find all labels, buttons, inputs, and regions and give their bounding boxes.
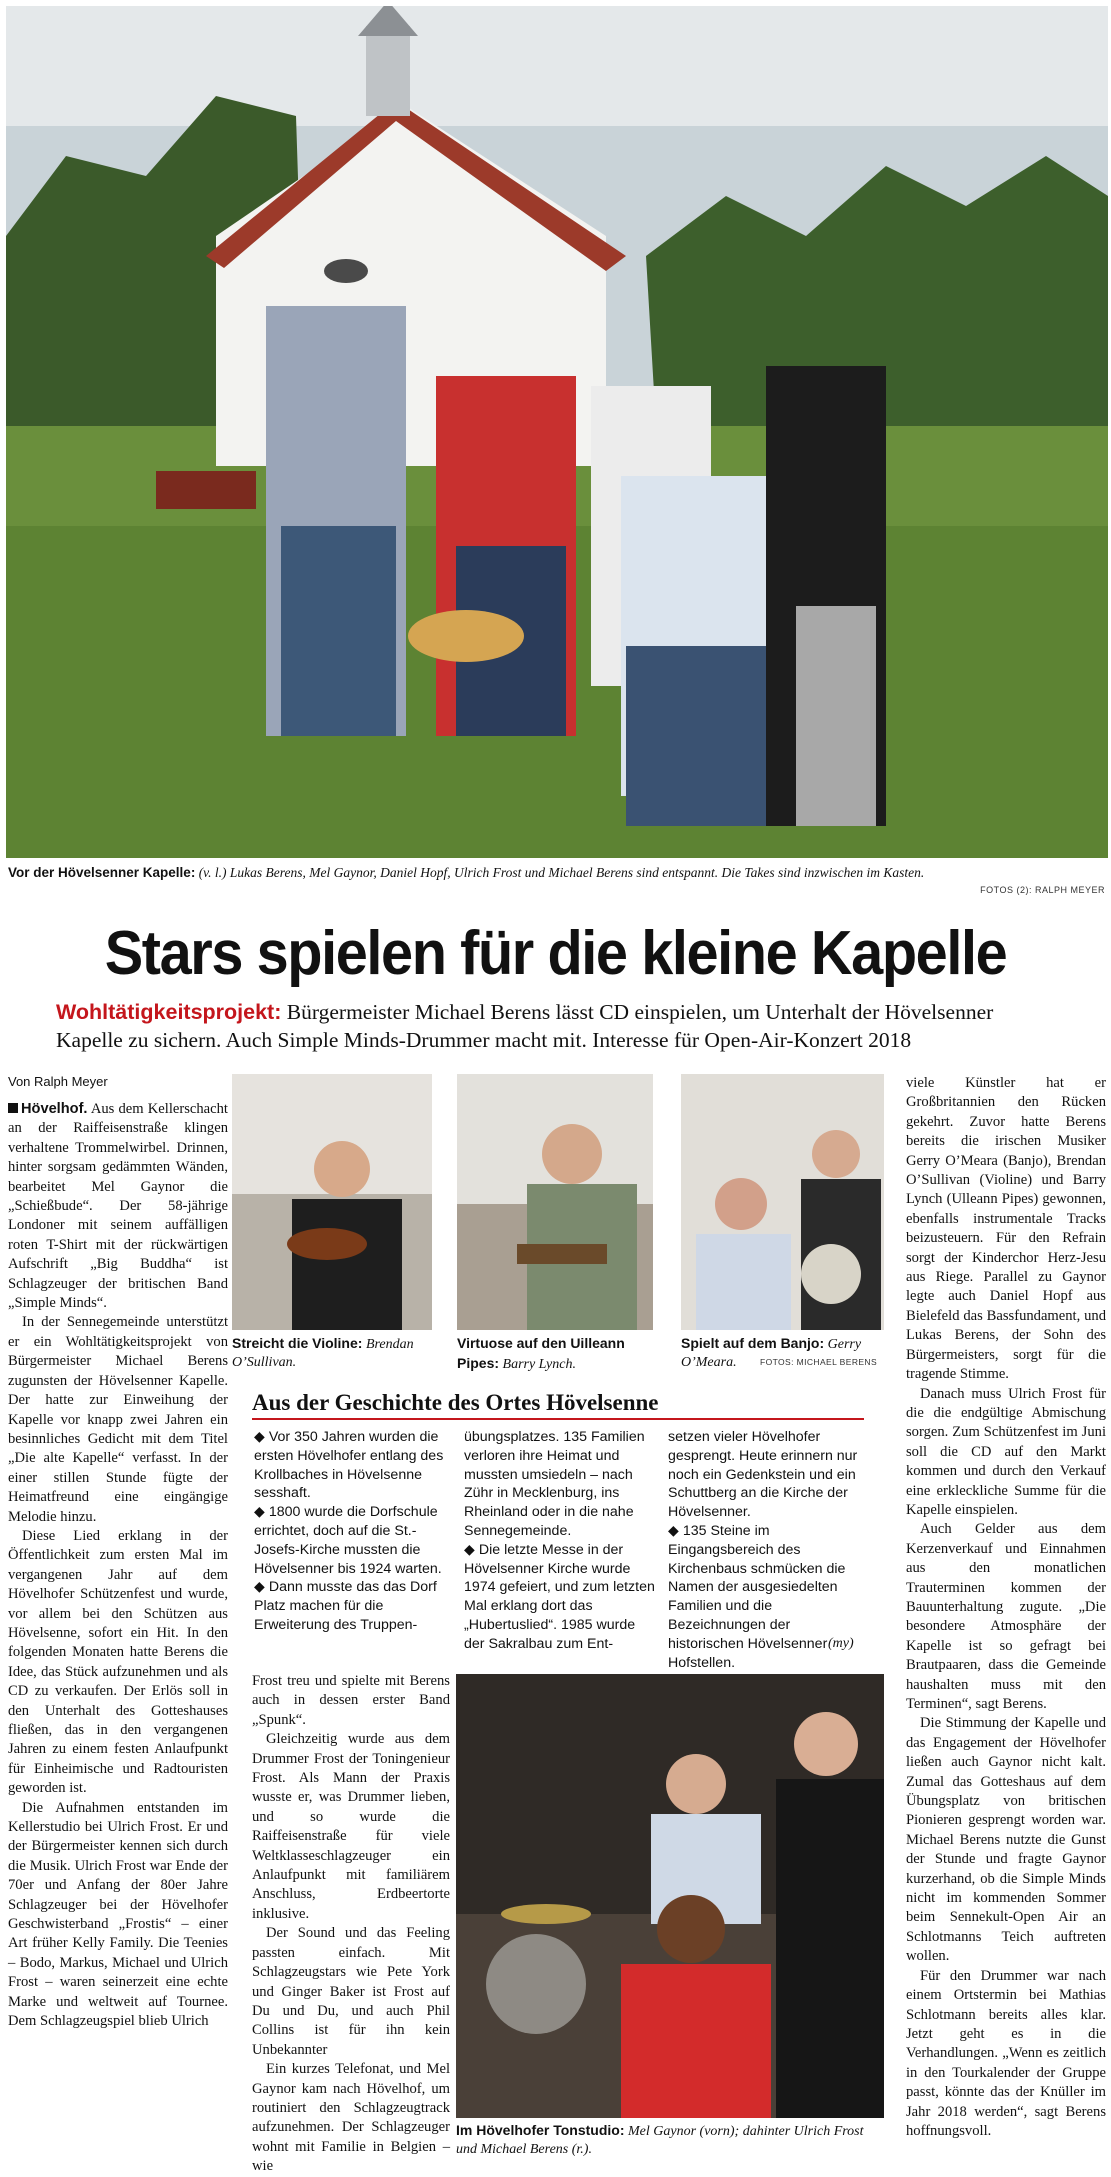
history-signature: (my) [828,1636,854,1651]
history-item: ◆ 135 Steine im Eingangsbereich des Kirchenbaus schmücken die Namen der ausgesiedelten Familien und die Bezeichnungen der historischen Hövelsenner Hofstellen. [668,1522,846,1671]
paragraph: Für den Drummer war nach einem Ortstermin bei Mathias Schlotmann bereits alles klar. Jetzt geht es in die Verhandlungen. „Wenn es zeitlich in den Tourkalender der Gruppe passt, könnte das der Knüller im Jahr 2018 werden“, sagt Berens hoffnungsvoll. [906,1967,1106,2139]
subheadline [56,998,1056,1054]
caption-lead: Streicht die Violine: [232,1335,363,1351]
small-photos-credit: FOTOS: MICHAEL BERENS [760,1357,878,1367]
paragraph: Diese Lied erklang in der Öffentlichkeit zum ersten Mal im vergangenen Jahr auf dem Hövelhofer Schützenfest und wurde, vor allem bei den Schützen aus Hövelsenne, sofort ein Hit. In den folgenden Monaten hatte Berens die Idee, das Stück aufzunehmen und als CD zu verkaufen. Der Erlös soll in den Unterhalt des Gotteshauses fließen, das in den vergangenen Jahren zu einem festen Anlaufpunkt für Einheimische und Radtouristen geworden ist. [8,1527,228,1797]
paragraph: viele Künstler hat er Großbritannien den Rücken gekehrt. Zuvor hatte Berens bereits die irischen Musiker Gerry O’Meara (Banjo), Brendan O’Sullivan (Violine) und Barry Lynch (Ulleann Pipes) gewonnen, ebenfalls instrumentale Tracks beizusteuern. Für den Refrain sorgt der Kinderchor Herz-Jesu aus Riege. Parallel zu Gaynor legte auch Daniel Hopf aus Bielefeld das Bassfundament, und Lukas Berens, der Sohn des Bürgermeisters, sorgt für die tragende Stimme. [906,1075,1106,1383]
caption-name: Barry Lynch. [502,1357,576,1372]
history-item: übungsplatzes. 135 Familien verloren ihre Heimat und mussten umsiedeln – nach Zühr in Mecklenburg, ins Rheinland oder in die nahe Sennegemeinde. [464,1429,645,1539]
article-column-2 [252,1672,450,2177]
caption-text: (v. l.) Lukas Berens, Mel Gaynor, Daniel Hopf, Ulrich Frost und Michael Berens sind entspannt. Die Takes sind inzwischen im Kasten. [198,865,925,880]
caption-text: Mel Gaynor (vorn); dahinter Ulrich Frost und Michael Berens (r.). [456,2124,864,2157]
pipes-photo [457,1074,653,1330]
square-bullet-icon [8,1103,18,1113]
paragraph: Gleichzeitig wurde aus dem Drummer Frost der Toningenieur Frost. Als Mann der Praxis wusste er, was Drummer lieben, und so wurde die Raiffeisenstraße für viele Weltklasseschlagzeuger ein Anlaufpunkt mit familiärem Anschluss, Erdbeertorte inklusive. [252,1731,450,1922]
caption-name: Gerry O’Meara. [681,1337,862,1370]
headline: Stars spielen für die kleine Kapelle [104,919,1007,988]
pipes-caption [457,1334,657,1374]
paragraph: Auch Gelder aus dem Kerzenverkauf und Einnahmen aus den monatlichen Trauterminen kommen der Bauunterhaltung zugute. „Die besondere Atmosphäre der Kapelle ist so gefragt bei Brautpaaren, dass die Gemeinde haushalten muss mit den Terminen“, sagt Berens. [906,1521,1106,1712]
photo-credit: FOTOS (2): RALPH MEYER [980,885,1105,895]
violin-photo [232,1074,432,1330]
caption-name: Brendan O’Sullivan. [232,1337,414,1370]
history-item: ◆ Vor 350 Jahren wurden die ersten Hövelhofer entlang des Krollbaches in Hövelsenne sesshaft. [254,1429,444,1502]
caption-lead: Virtuose auf den Uilleann Pipes: [457,1335,625,1371]
main-photo [6,6,1108,858]
banjo-photo [681,1074,884,1330]
paragraph: Die Aufnahmen entstanden im Kellerstudio bei Ulrich Frost. Er und der Bürgermeister kennen sich durch die Musik. Ulrich Frost war Ende der 70er und Anfang der 80er Jahre Schlagzeuger bei der Hövelhofer Geschwisterband „Frostis“ – einer Art früher Kelly Family. Die Teenies – Bodo, Markus, Michael und Ulrich Frost – waren seinerzeit eine echte Marke und weltweit auf Tournee. Dem Schlagzeugspiel blieb Ulrich [8,1799,228,2030]
violin-caption [232,1334,432,1372]
studio-photo [456,1674,884,2118]
history-column-1 [254,1428,454,1635]
caption-lead: Spielt auf dem Banjo: [681,1335,825,1351]
paragraph: Frost treu und spielte mit Berens auch in dessen erster Band „Spunk“. [252,1673,450,1728]
history-item: ◆ Dann musste das das Dorf Platz machen für die Erweiterung des Truppen- [254,1579,437,1633]
byline: Von Ralph Meyer [8,1074,108,1089]
paragraph: Ein kurzes Telefonat, und Mel Gaynor kam nach Hövelhof, um routiniert den Schlagzeugtrack aufzunehmen. Der Schlagzeuger wohnt mit Familie in Belgien – wie [252,2061,450,2175]
paragraph: Die Stimmung der Kapelle und das Engagement der Hövelhofer ließen auch Gaynor nicht kalt. Zumal das Gotteshaus auf dem Übungsplatz von britischen Pionieren gesprengt worden war. Michael Berens nutzte die Gunst der Stunde und fragte Gaynor kurzerhand, ob die Simple Minds nicht im kommenden Sommer beim Sennekult-Open Air an Schlotmanns Teich auftreten wollen. [906,1715,1106,1965]
dateline: Hövelhof. [21,1101,88,1117]
history-item: ◆ Die letzte Messe in der Hövelsenner Kirche wurde 1974 gefeiert, und zum letzten Mal erklang dort das „Hubertuslied“. 1985 wurde der Sakralbau zum Ent- [464,1541,655,1652]
paragraph: Aus dem Kellerschacht an der Raiffeisenstraße klingen verhaltene Trommelwirbel. Drinnen, hinter sorgsam gedämmten Wänden, bearbeitet Mel Gaynor die „Schießbude“. Der 58-jährige Londoner mit seinem auffälligen roten T-Shirt mit der rückwärtigen Aufschrift „Big Buddha“ ist Schlagzeuger der britischen Band „Simple Minds“. [8,1101,228,1312]
history-item: setzen vieler Hövelhofer gesprengt. Heute erinnern nur noch ein Gedenkstein und ein Schuttberg an die Kirche der Hövelsenner. [668,1429,858,1521]
history-column-2 [464,1428,658,1654]
caption-lead: Im Hövelhofer Tonstudio: [456,2122,625,2138]
caption-lead: Vor der Hövelsenner Kapelle: [8,865,196,880]
studio-photo-caption [456,2121,886,2159]
history-item: ◆ 1800 wurde die Dorfschule errichtet, doch auf die St.-Josefs-Kirche mussten die Hövelsenner bis 1924 warten. [254,1504,442,1577]
history-box-title: Aus der Geschichte des Ortes Hövelsenne [252,1390,864,1420]
paragraph: Danach muss Ulrich Frost für die die endgültige Abmischung sorgen. Zum Schützenfest im Juni soll die CD auf den Markt kommen und durch den Verkauf eine erkleckliche Summe für die Kapelle einspielen. [906,1385,1106,1518]
article-column-1 [8,1100,228,2032]
subhead-text: Bürgermeister Michael Berens lässt CD einspielen, um Unterhalt der Hövelsenner Kapelle zu sichern. Auch Simple Minds-Drummer macht mit. Interesse für Open-Air-Konzert 2018 [56,1000,994,1052]
subhead-kicker: Wohltätigkeitsprojekt: [56,1000,282,1024]
paragraph: Der Sound und das Feeling passten einfach. Mit Schlagzeugstars wie Pete York und Ginger Baker ist Frost auf Du und Du, und auch Phil Collins ist für ihn kein Unbekannter [252,1925,450,2058]
main-photo-caption [8,864,1018,881]
paragraph: In der Sennegemeinde unterstützt er ein Wohltätigkeitsprojekt von Bürgermeister Michael Berens zugunsten der Hövelsenner Kapelle. Der hatte zur Einweihung der Kapelle vor knapp zwei Jahren ein besinnliches Gedicht mit dem Titel „Die alte Kapelle“ verfasst. In der einer stillen Stunde fügte der Heimatfreund eine eingängige Melodie hinzu. [8,1314,228,1525]
article-column-3 [906,1074,1106,2141]
